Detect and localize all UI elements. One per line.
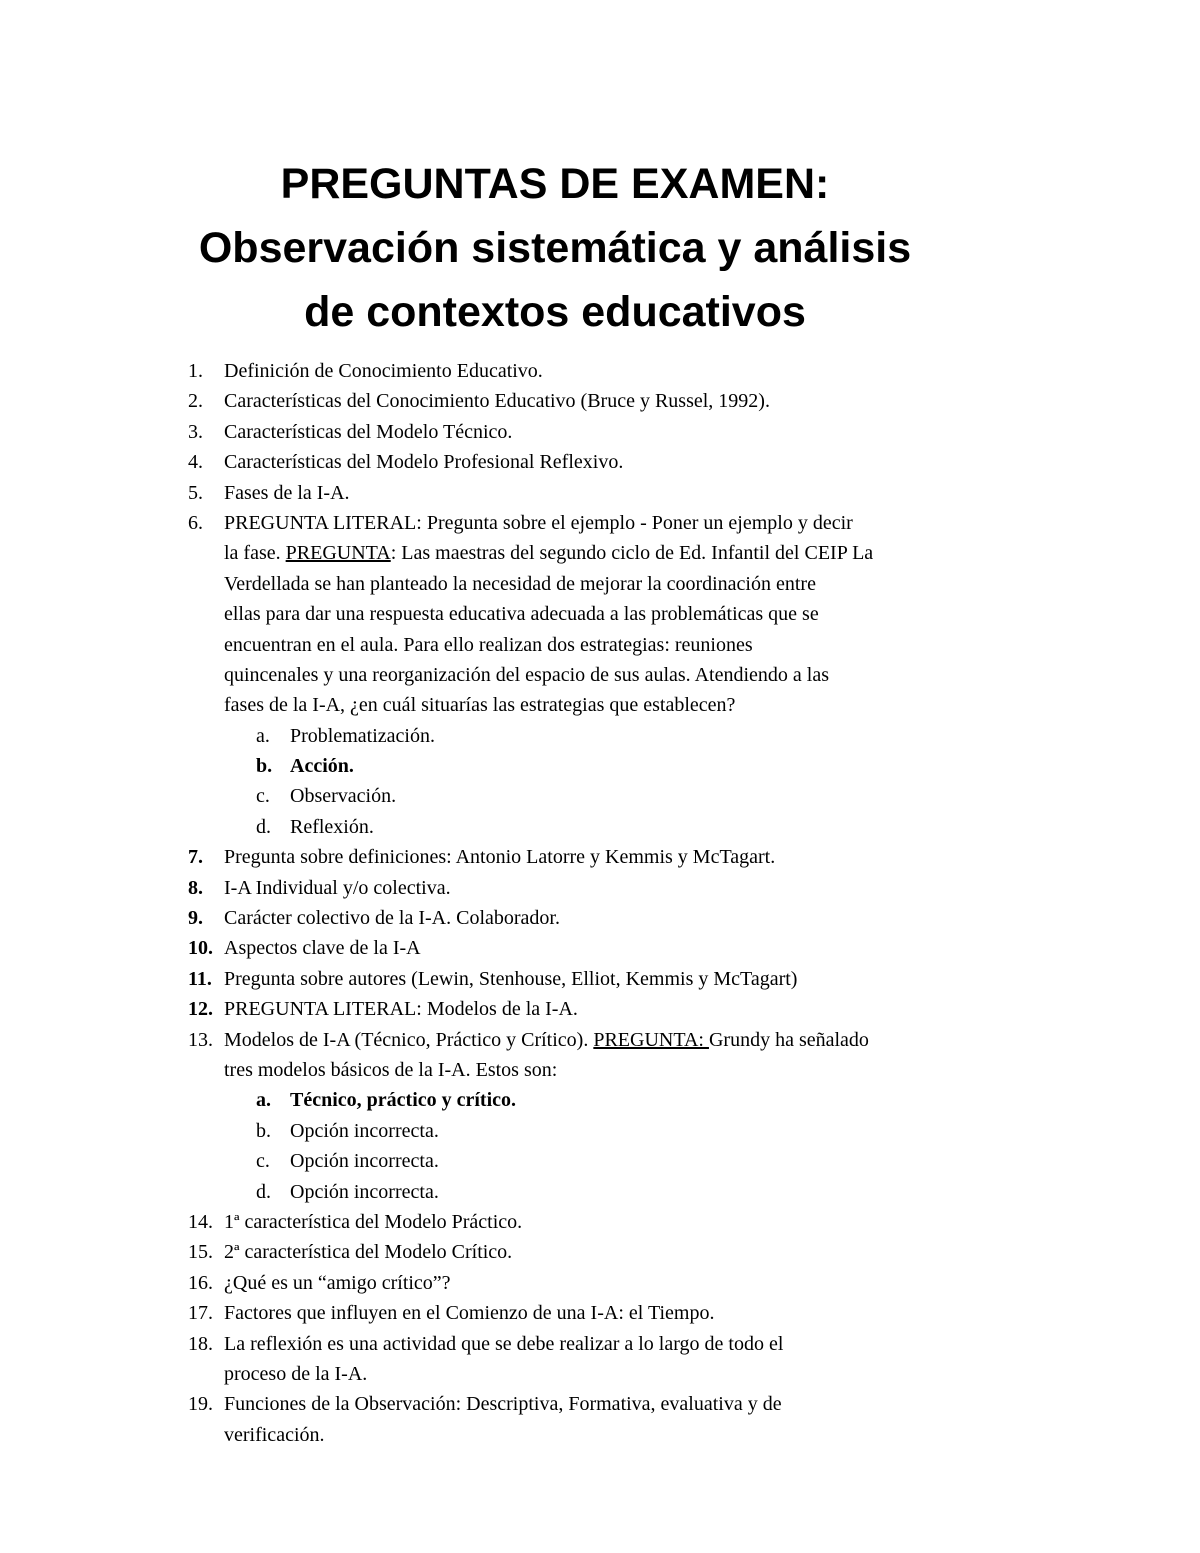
- item-continuation: [0, 569, 1200, 599]
- list-item: [0, 1298, 1200, 1328]
- list-item: [0, 903, 1200, 933]
- option-text: Opción incorrecta.: [290, 1119, 439, 1142]
- item-continuation: [0, 660, 1200, 690]
- list-item: [0, 1237, 1200, 1267]
- list-item: [0, 1025, 1200, 1055]
- option-letter: c.: [256, 785, 270, 808]
- list-item: [0, 356, 1200, 386]
- text-segment: : Las maestras del segundo ciclo de Ed. Infantil del CEIP La: [390, 542, 874, 565]
- item-text: 2ª característica del Modelo Crítico.: [224, 1241, 513, 1264]
- item-number: 18.: [188, 1332, 213, 1355]
- title-line-3: de contextos educativos: [304, 288, 806, 336]
- option-letter: a.: [256, 724, 270, 747]
- option-letter: b.: [256, 1119, 271, 1142]
- item-number: 16.: [188, 1271, 213, 1294]
- item-text: Características del Modelo Técnico.: [224, 420, 513, 443]
- item-number: 13.: [188, 1028, 213, 1051]
- text-segment: Grundy ha señalado: [708, 1028, 869, 1051]
- text-segment: la fase.: [224, 542, 286, 565]
- item-continuation: [0, 1055, 1200, 1085]
- option-item: [0, 1177, 1200, 1207]
- item-text: Aspectos clave de la I-A: [224, 937, 421, 960]
- item-number: 19.: [188, 1393, 213, 1416]
- item-text: PREGUNTA LITERAL: Pregunta sobre el ejemplo - Poner un ejemplo y decir: [224, 511, 853, 534]
- item-number: 1.: [188, 360, 203, 382]
- list-item: [0, 508, 1200, 538]
- text-segment: Modelos de I-A (Técnico, Práctico y Crítico).: [224, 1028, 594, 1051]
- item-text: [224, 538, 873, 568]
- option-text: Observación.: [290, 785, 397, 808]
- list-item: [0, 447, 1200, 477]
- item-text: Pregunta sobre definiciones: Antonio Latorre y Kemmis y McTagart.: [224, 846, 776, 869]
- option-item-correct: [0, 1085, 1200, 1115]
- title-line-2: Observación sistemática y análisis: [198, 224, 912, 272]
- item-text: quincenales y una reorganización del espacio de sus aulas. Atendiendo a las: [224, 663, 829, 686]
- option-letter: c.: [256, 1150, 270, 1173]
- list-item: [0, 842, 1200, 872]
- item-text: ¿Qué es un “amigo crítico”?: [224, 1271, 451, 1294]
- list-item: [0, 478, 1200, 508]
- option-item: [0, 1146, 1200, 1176]
- item-number: 10.: [188, 937, 213, 960]
- item-text: proceso de la I-A.: [224, 1362, 368, 1385]
- list-item: [0, 1268, 1200, 1298]
- item-text: Carácter colectivo de la I-A. Colaborador.: [224, 907, 560, 930]
- item-text: PREGUNTA LITERAL: Modelos de la I-A.: [224, 998, 578, 1021]
- question-label: PREGUNTA:: [593, 1028, 709, 1051]
- item-number: 8.: [188, 876, 203, 899]
- item-number: 11.: [188, 967, 212, 990]
- option-text: Técnico, práctico y crítico.: [290, 1089, 517, 1112]
- item-number: 15.: [188, 1241, 213, 1264]
- item-number: 17.: [188, 1302, 213, 1325]
- question-list: [0, 356, 1200, 1450]
- item-text: I-A Individual y/o colectiva.: [224, 876, 451, 899]
- item-number: 2.: [188, 390, 203, 413]
- item-number: 7.: [188, 846, 203, 869]
- item-text: tres modelos básicos de la I-A. Estos son:: [224, 1058, 558, 1081]
- item-text: Verdellada se han planteado la necesidad de mejorar la coordinación entre: [224, 572, 816, 595]
- item-text: La reflexión es una actividad que se debe realizar a lo largo de todo el: [224, 1332, 784, 1355]
- item-text: fases de la I-A, ¿en cuál situarías las estrategias que establecen?: [224, 694, 736, 717]
- list-item: [0, 386, 1200, 416]
- item-text: Factores que influyen en el Comienzo de una I-A: el Tiempo.: [224, 1302, 715, 1325]
- option-item: [0, 781, 1200, 811]
- option-letter: b.: [256, 755, 273, 778]
- item-text: Funciones de la Observación: Descriptiva, Formativa, evaluativa y de: [224, 1393, 782, 1416]
- item-continuation: [0, 538, 1200, 568]
- item-continuation: [0, 599, 1200, 629]
- option-letter: d.: [256, 815, 271, 838]
- list-item: [0, 873, 1200, 903]
- list-item: [0, 964, 1200, 994]
- item-text: Características del Modelo Profesional Reflexivo.: [224, 451, 624, 474]
- item-number: 12.: [188, 998, 213, 1021]
- option-item: [0, 721, 1200, 751]
- option-letter: d.: [256, 1180, 271, 1203]
- item-continuation: [0, 1420, 1200, 1450]
- item-number: 5.: [188, 481, 203, 504]
- item-number: 4.: [188, 451, 203, 474]
- item-continuation: [0, 690, 1200, 720]
- item-continuation: [0, 1359, 1200, 1389]
- list-item: [0, 994, 1200, 1024]
- list-item: [0, 417, 1200, 447]
- item-number: 9.: [188, 907, 203, 930]
- option-letter: a.: [256, 1089, 271, 1112]
- option-item: [0, 812, 1200, 842]
- page-title: [0, 152, 1110, 344]
- option-text: Problematización.: [290, 724, 435, 747]
- option-text: Opción incorrecta.: [290, 1180, 439, 1203]
- title-line-1: PREGUNTAS DE EXAMEN:: [280, 160, 830, 208]
- list-item: [0, 1207, 1200, 1237]
- item-number: 3.: [188, 420, 203, 443]
- item-text: Fases de la I-A.: [224, 481, 350, 504]
- list-item: [0, 933, 1200, 963]
- item-text: Características del Conocimiento Educativo (Bruce y Russel, 1992).: [224, 390, 770, 413]
- item-text: 1ª característica del Modelo Práctico.: [224, 1210, 523, 1233]
- item-text: ellas para dar una respuesta educativa adecuada a las problemáticas que se: [224, 603, 819, 626]
- item-number: 14.: [188, 1210, 213, 1233]
- question-label: PREGUNTA: [285, 542, 391, 565]
- item-text: [224, 1025, 869, 1055]
- option-text: Reflexión.: [290, 815, 374, 838]
- item-text: Definición de Conocimiento Educativo.: [224, 360, 543, 382]
- item-text: encuentran en el aula. Para ello realizan dos estrategias: reuniones: [224, 633, 753, 656]
- item-continuation: [0, 630, 1200, 660]
- option-item-correct: [0, 751, 1200, 781]
- option-text: Acción.: [290, 755, 354, 778]
- list-item: [0, 1389, 1200, 1419]
- item-number: 6.: [188, 511, 203, 534]
- option-text: Opción incorrecta.: [290, 1150, 439, 1173]
- item-text: verificación.: [224, 1423, 325, 1446]
- option-item: [0, 1116, 1200, 1146]
- item-text: Pregunta sobre autores (Lewin, Stenhouse, Elliot, Kemmis y McTagart): [224, 967, 798, 990]
- list-item: [0, 1329, 1200, 1359]
